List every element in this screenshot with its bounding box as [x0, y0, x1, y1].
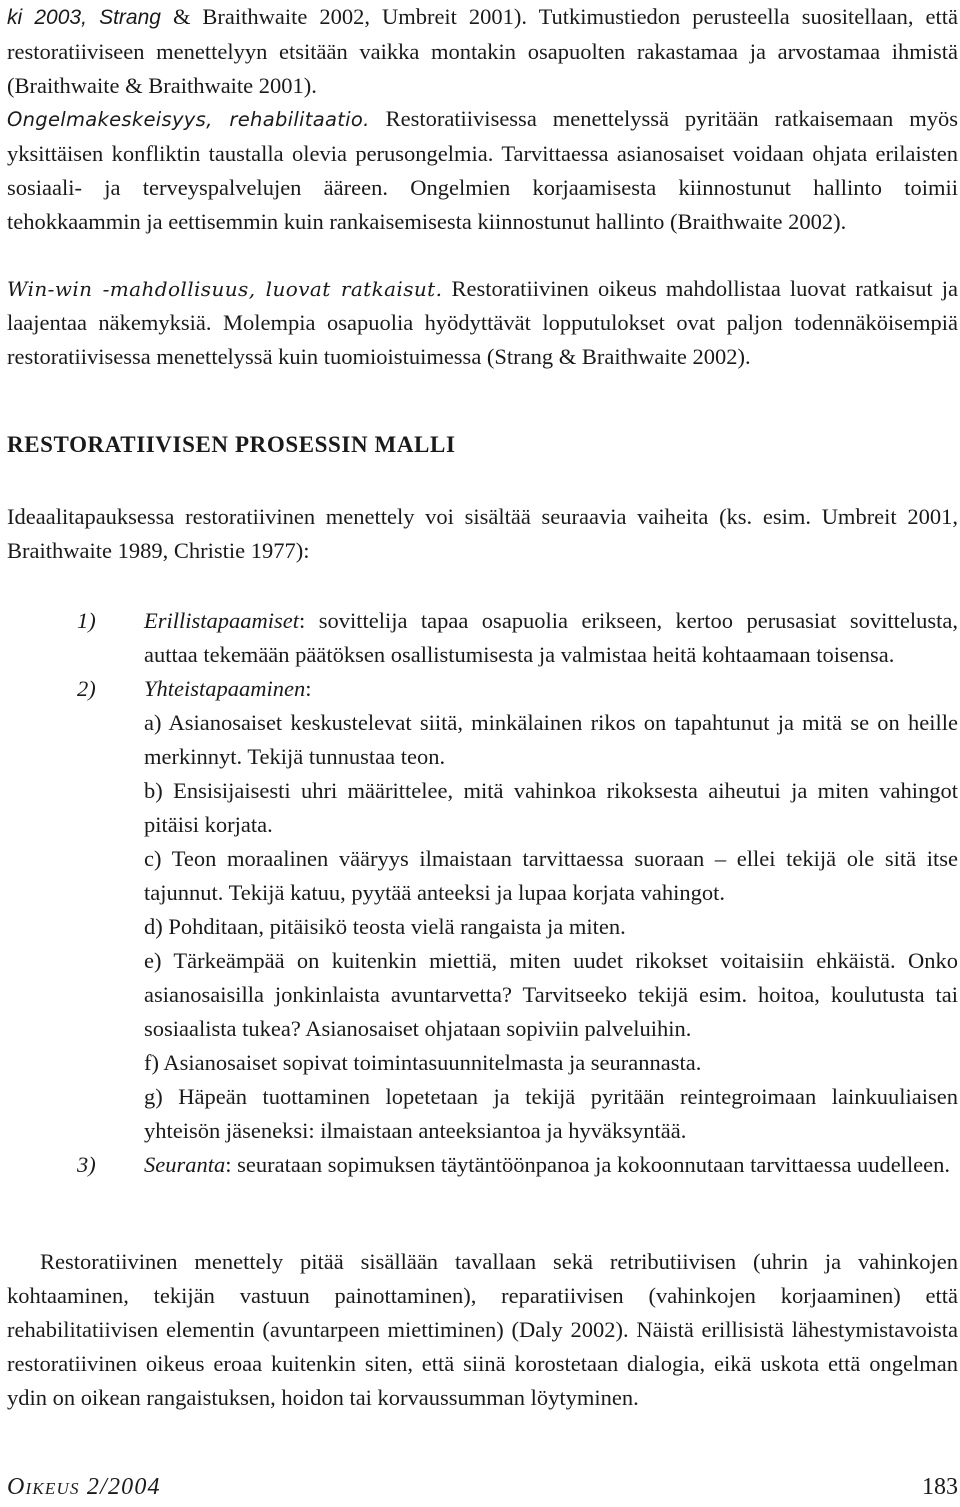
step-2-sub-f: f) Asianosaiset sopivat toimintasuunnitelmasta ja seurannasta. — [144, 1050, 702, 1075]
paragraph-1-italic: ki 2003, Strang — [7, 6, 161, 29]
step-3-body: : seurataan sopimuksen täytäntöönpanoa ja kokoonnutaan tarvittaessa uudelleen. — [225, 1152, 951, 1177]
page-footer — [7, 1474, 958, 1506]
paragraph-1-text: & Braithwaite 2002, Umbreit 2001). Tutkimustiedon perusteella suositellaan, että restoratiiviseen menettelyyn etsitään vaikka montakin osapuolten rakastamaa ja arvostamaa ihmistä (Braithwaite & Braithwaite 2001). — [7, 4, 958, 98]
steps-list — [0, 604, 958, 1182]
page-number: 183 — [922, 1474, 958, 1500]
step-2-sub-a: a) Asianosaiset keskustelevat siitä, minkälainen rikos on tapahtunut ja mitä se on heille merkinnyt. Tekijä tunnustaa teon. — [144, 710, 958, 769]
paragraph-3 — [7, 272, 958, 374]
step-2-sub-e: e) Tärkeämpää on kuitenkin miettiä, miten uudet rikokset voitaisiin ehkäistä. Onko asianosaisilla jonkinlaista avuntarvetta? Tarvitseeko tekijä esim. hoitoa, koulutusta tai sosiaalista tukea? Asianosaiset ohjataan sopiviin palveluihin. — [144, 948, 958, 1041]
closing-paragraph: Restoratiivinen menettely pitää sisällään tavallaan sekä retributiivisen (uhrin ja vahinkojen kohtaaminen, tekijän vastuun painottaminen), reparatiivisen (vahinkojen korjaaminen) että rehabilitatiivisen elementin (avuntarpeen miettiminen) (Daly 2002). Näistä erillisistä lähestymistavoista restoratiivinen oikeus eroaa kuitenkin siten, että siinä korostetaan dialogia, eikä uskota että ongelman ydin on oikean rangaistuksen, hoidon tai korvaussumman löytyminen. — [7, 1249, 958, 1410]
step-3-number: 3) — [77, 1152, 96, 1177]
step-2-text — [144, 672, 958, 706]
step-3-text — [144, 1148, 958, 1182]
step-1-number: 1) — [77, 608, 96, 633]
step-2-sub-d: d) Pohditaan, pitäisikö teosta vielä rangaista ja miten. — [144, 914, 626, 939]
step-1-body: : sovittelija tapaa osapuolia erikseen, kertoo perusasiat sovittelusta, auttaa tekemään päätöksen osallistumisesta ja valmistaa heitä kohtaamaan toisensa. — [144, 608, 958, 667]
step-1-title: Erillistapaamiset — [144, 608, 300, 633]
paragraph-2 — [7, 102, 958, 239]
step-2-number: 2) — [77, 676, 96, 701]
journal-name: Oikeus 2/2004 — [7, 1474, 161, 1500]
step-1 — [0, 604, 958, 672]
paragraph-2-text: Restoratiivisessa menettelyssä pyritään ratkaisemaan myös yksittäisen konfliktin taustalla olevia perusongelmia. Tarvittaessa asianosaiset voidaan ohjata erilaisten sosiaali- ja terveyspalvelujen ääreen. Ongelmien korjaamisesta kiinnostunut hallinto toimii tehokkaammin ja eettisemmin kuin rankaisemisesta kiinnostunut hallinto (Braithwaite 2002). — [7, 106, 958, 234]
step-2-sub-b: b) Ensisijaisesti uhri määrittelee, mitä vahinkoa rikoksesta aiheutui ja miten vahingot pitäisi korjata. — [144, 778, 958, 837]
paragraph-2-lead: Ongelmakeskeisyys, rehabilitaatio. — [7, 108, 370, 131]
step-2-sub-c: c) Teon moraalinen vääryys ilmaistaan tarvittaessa suoraan – ellei tekijä ole sitä itse tajunnut. Tekijä katuu, pyytää anteeksi ja lupaa korjata vahingot. — [144, 846, 958, 905]
paragraph-3-lead: Win-win -mahdollisuus, luovat ratkaisut. — [7, 277, 443, 301]
step-2 — [0, 672, 958, 1148]
step-1-text — [144, 604, 958, 672]
step-2-body: : — [305, 676, 312, 701]
step-3-title: Seuranta — [144, 1152, 226, 1177]
step-2-sub-g: g) Häpeän tuottaminen lopetetaan ja tekijä pyritään reintegroimaan lainkuuliaisen yhteisön jäseneksi: ilmaistaan anteeksiantoa ja hyväksyntää. — [144, 1084, 958, 1143]
step-3 — [0, 1148, 958, 1182]
section-heading: RESTORATIIVISEN PROSESSIN MALLI — [7, 432, 456, 457]
paragraph-1 — [7, 0, 958, 103]
step-2-title: Yhteistapaaminen — [144, 676, 306, 701]
paragraph-3-text: Restoratiivinen oikeus mahdollistaa luovat ratkaisut ja laajentaa näkemyksiä. Molempia osapuolia hyödyttävät lopputulokset ovat paljon todennäköisempiä restoratiivisessa menettelyssä kuin tuomioistuimessa (Strang & Braithwaite 2002). — [7, 276, 959, 369]
intro-paragraph: Ideaalitapauksessa restoratiivinen menettely voi sisältää seuraavia vaiheita (ks. esim. Umbreit 2001, Braithwaite 1989, Christie 1977): — [7, 504, 958, 563]
